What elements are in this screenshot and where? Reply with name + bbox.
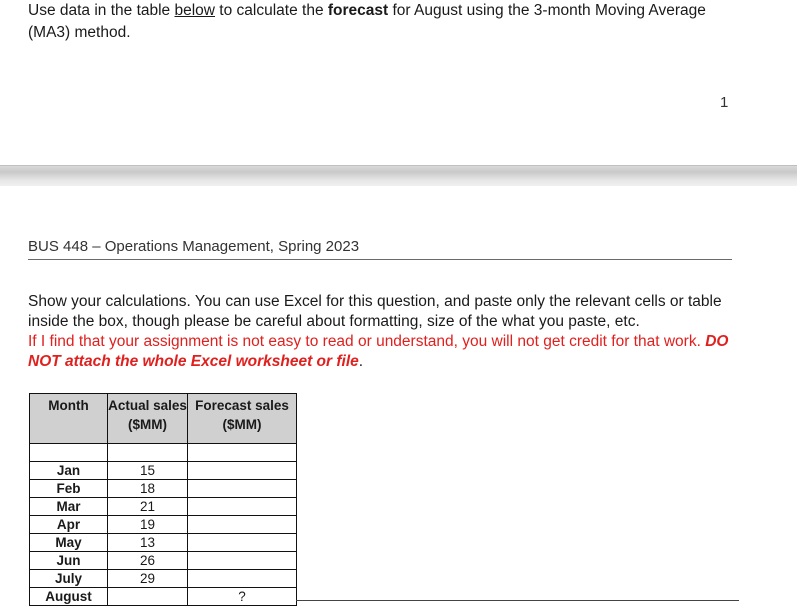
warning-text: [28, 333, 728, 370]
table-header-row: [30, 394, 297, 444]
month-cell: Apr: [30, 516, 108, 534]
actual-cell: 21: [108, 498, 188, 516]
month-cell: Feb: [30, 480, 108, 498]
page-header: [28, 238, 732, 260]
forecast-cell[interactable]: [188, 516, 297, 534]
sales-table: [29, 393, 297, 606]
forecast-cell[interactable]: [188, 480, 297, 498]
month-cell: July: [30, 570, 108, 588]
question-text: [28, 0, 748, 44]
table-row: [30, 534, 297, 552]
actual-cell: 29: [108, 570, 188, 588]
warning-plain: If I find that your assignment is not easy to read or understand, you will not get credit for that work.: [28, 333, 706, 350]
table-row: [30, 462, 297, 480]
forecast-cell[interactable]: [188, 534, 297, 552]
question-underlined-word: below: [174, 2, 215, 19]
warning-bold: DO NOT attach the whole Excel worksheet or file: [28, 333, 729, 370]
table-row: [30, 480, 297, 498]
warning-period: .: [358, 353, 364, 370]
header-forecast-sales: Forecast sales ($MM): [188, 394, 297, 444]
table-row: [30, 552, 297, 570]
forecast-cell[interactable]: [188, 570, 297, 588]
instructions: [28, 292, 740, 372]
table-row: [30, 570, 297, 588]
answer-box-top-border: [296, 600, 739, 601]
actual-cell: 18: [108, 480, 188, 498]
forecast-cell[interactable]: [188, 462, 297, 480]
month-cell: August: [30, 588, 108, 606]
question-part3: for August using the 3-month Moving Average: [388, 2, 706, 19]
actual-cell: 15: [108, 462, 188, 480]
page-number: 1: [720, 94, 729, 111]
header-month: Month: [30, 394, 108, 444]
question-bold-word: forecast: [327, 2, 389, 19]
month-cell: Mar: [30, 498, 108, 516]
table-row: [30, 516, 297, 534]
table-row: [30, 498, 297, 516]
question-line2: (MA3) method.: [28, 24, 131, 41]
table-spacer-row: [30, 444, 297, 462]
forecast-cell[interactable]: [188, 498, 297, 516]
instructions-text: Show your calculations. You can use Excel for this question, and paste only the relevant cells or table inside the box, though please be careful about formatting, size of the what you paste, etc.: [28, 293, 722, 330]
actual-cell: 19: [108, 516, 188, 534]
month-cell: Jan: [30, 462, 108, 480]
actual-cell: 13: [108, 534, 188, 552]
header-actual-sales: Actual sales ($MM): [108, 394, 188, 444]
month-cell: May: [30, 534, 108, 552]
month-cell: Jun: [30, 552, 108, 570]
question-part1: Use data in the table: [28, 2, 175, 19]
course-title: BUS 448 – Operations Management, Spring 2023: [28, 238, 360, 255]
forecast-cell[interactable]: ?: [188, 588, 297, 606]
page-break-divider: [0, 165, 797, 186]
actual-cell: 26: [108, 552, 188, 570]
question-part2: to calculate the: [215, 2, 328, 19]
forecast-cell[interactable]: [188, 552, 297, 570]
